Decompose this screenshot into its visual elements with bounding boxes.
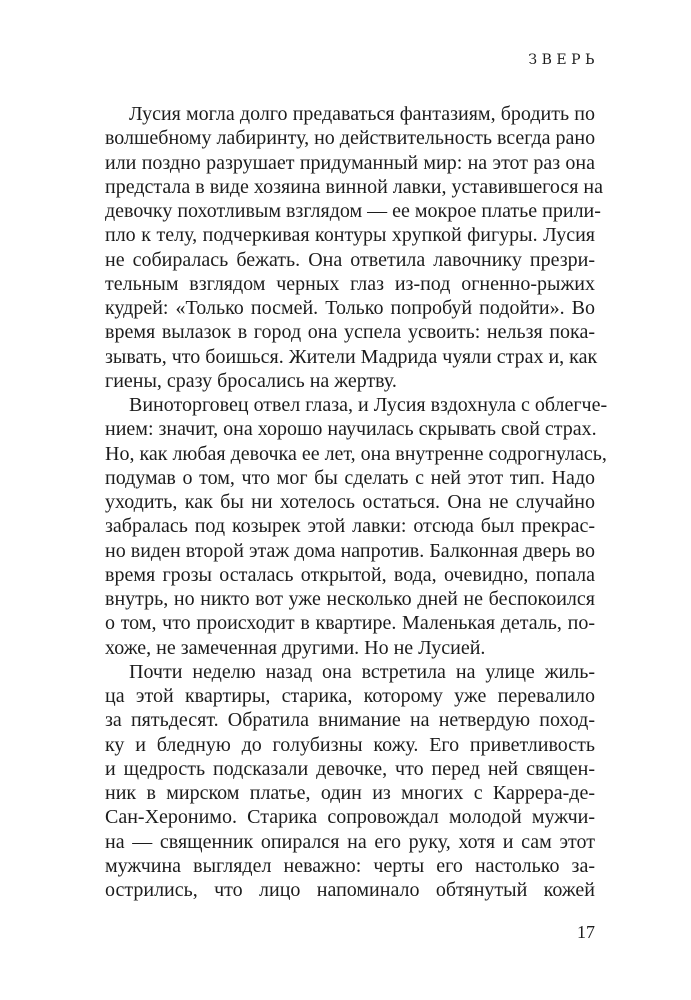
text-line: за пятьдесят. Обратила внимание на нетвердую поход- bbox=[105, 709, 595, 732]
text-line: ник в мирском платье, один из многих с Каррера-де- bbox=[105, 782, 595, 804]
text-line: время вылазок в город она успела усвоить: нельзя пока- bbox=[105, 321, 595, 344]
text-line: тельным взглядом черных глаз из-под огненно-рыжих bbox=[105, 272, 595, 295]
text-line: ца этой квартиры, старика, которому уже перевалило bbox=[105, 685, 595, 707]
text-line: Виноторговец отвел глаза, и Лусия вздохнула с облегче- bbox=[129, 394, 608, 416]
text-line: острились, что лицо напоминало обтянутый кожей bbox=[105, 879, 595, 901]
text-line: уходить, как бы ни хотелось остаться. Она не случайно bbox=[105, 491, 595, 513]
text-line: пло к телу, подчеркивая контуры хрупкой фигуры. Лусия bbox=[105, 224, 595, 247]
text-line: не собиралась бежать. Она ответила лавочнику презри- bbox=[105, 248, 595, 271]
text-line: забралась под козырек этой лавки: отсюда был прекрас- bbox=[105, 515, 595, 538]
paragraph bbox=[105, 393, 608, 660]
text-line: на — священник опирался на его руку, хотя и сам этот bbox=[105, 830, 595, 853]
text-line: Сан-Херонимо. Старика сопровождал молодой мужчи- bbox=[105, 806, 595, 829]
text-line: внутрь, но никто вот уже несколько дней не беспокоился bbox=[105, 588, 595, 610]
text-line: Почти неделю назад она встретила на улице жиль- bbox=[129, 660, 595, 683]
text-line: но виден второй этаж дома напротив. Балконная дверь во bbox=[105, 539, 595, 562]
text-line: Лусия могла долго предаваться фантазиям, бродить по bbox=[129, 103, 595, 125]
text-line: время грозы осталась открытой, вода, очевидно, попала bbox=[105, 563, 595, 586]
text-line: Но, как любая девочка ее лет, она внутренне содрогнулась, bbox=[105, 442, 607, 465]
text-line: кудрей: «Только посмей. Только попробуй подойти». Во bbox=[105, 297, 595, 319]
text-line: или поздно разрушает придуманный мир: на этот раз она bbox=[105, 151, 595, 174]
running-head: ЗВЕРЬ bbox=[528, 52, 599, 68]
text-line: волшебному лабиринту, но действительность всегда рано bbox=[105, 127, 596, 150]
text-line: нием: значит, она хорошо научилась скрывать свой страх. bbox=[105, 418, 597, 441]
text-line: зывать, что боишься. Жители Мадрида чуяли страх и, как bbox=[105, 345, 598, 368]
text-line: подумав о том, что мог бы сделать с ней этот тип. Надо bbox=[105, 466, 595, 489]
text-line: гиены, сразу бросались на жертву. bbox=[105, 369, 397, 392]
paragraph bbox=[105, 660, 595, 903]
text-line: ку и бледную до голубизны кожу. Его приветливость bbox=[105, 733, 595, 756]
text-line: мужчина выглядел неважно: черты его настолько за- bbox=[105, 854, 595, 877]
body-text bbox=[105, 102, 608, 902]
text-line: предстала в виде хозяина винной лавки, уставившегося на bbox=[105, 175, 603, 198]
text-line: хоже, не замеченная другими. Но не Лусией. bbox=[105, 636, 486, 659]
text-line: девочку похотливым взглядом — ее мокрое платье прили- bbox=[105, 200, 601, 222]
paragraph bbox=[105, 102, 603, 393]
text-line: о том, что происходит в квартире. Маленькая деталь, по- bbox=[105, 612, 595, 635]
page-number: 17 bbox=[577, 922, 595, 942]
text-line: и щедрость подсказали девочке, что перед ней священ- bbox=[105, 757, 595, 780]
